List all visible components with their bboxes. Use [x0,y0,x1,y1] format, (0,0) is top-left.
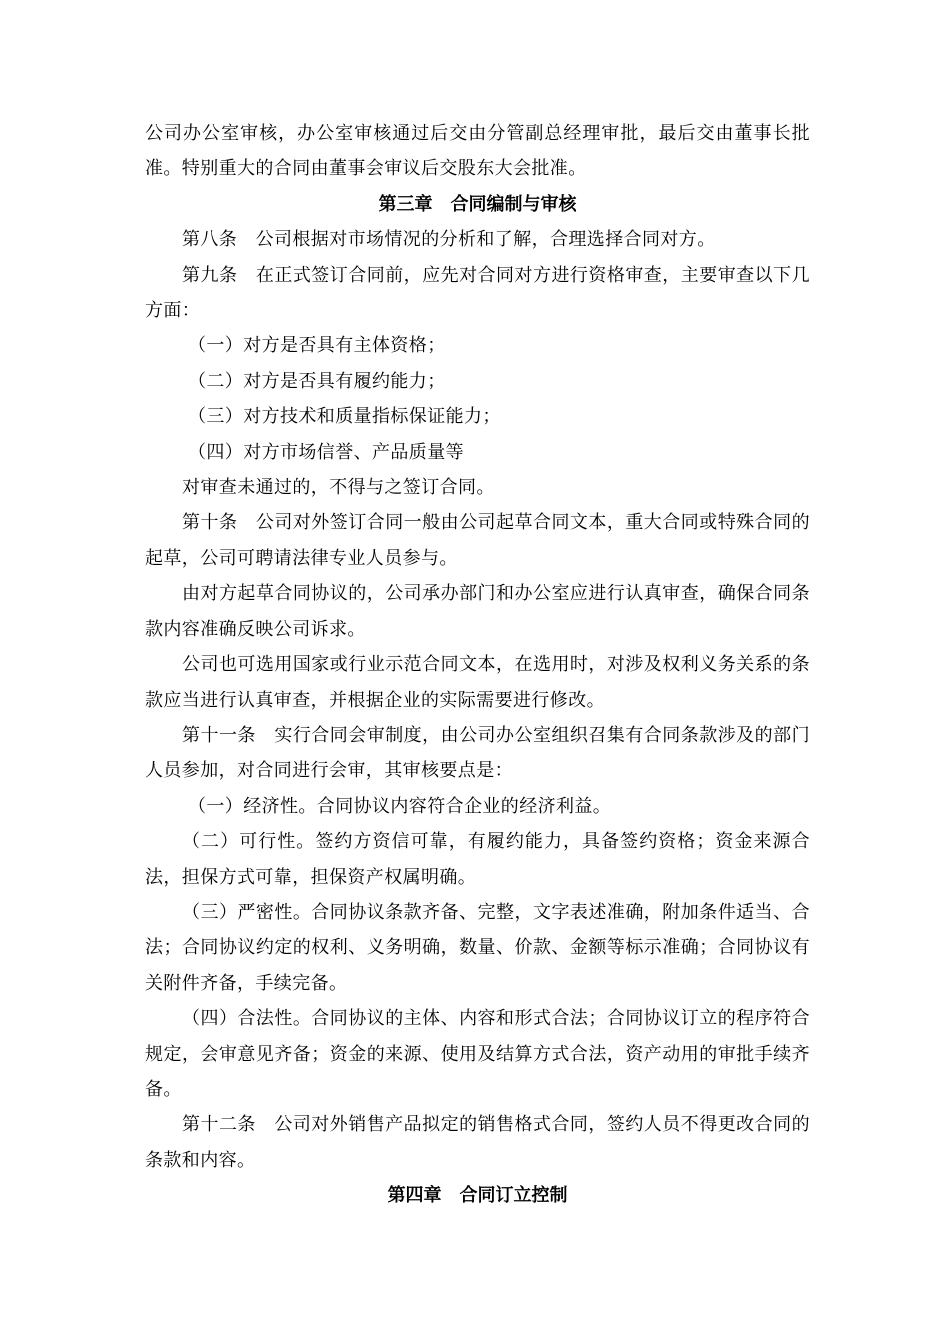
article-12: 第十二条 公司对外销售产品拟定的销售格式合同，签约人员不得更改合同的条款和内容。 [145,1114,810,1171]
article-9-item-2: （二）对方是否具有履约能力； [188,370,446,392]
article-9-item-3: （三）对方技术和质量指标保证能力； [188,406,501,428]
article-11-item-3: （三）严密性。合同协议条款齐备、完整，文字表述准确，附加条件适当、合法；合同协议约定的权利、义务明确，数量、价款、金额等标示准确；合同协议有关附件齐备，手续完备。 [145,901,810,994]
article-11-item-1: （一）经济性。合同协议内容符合企业的经济利益。 [188,795,612,817]
article-11-item-2: （二）可行性。签约方资信可靠，有履约能力，具备签约资格；资金来源合法，担保方式可靠，担保资产权属明确。 [145,831,810,888]
document-body [145,116,810,1214]
article-8: 第八条 公司根据对市场情况的分析和了解，合理选择合同对方。 [182,229,716,251]
article-11: 第十一条 实行合同会审制度，由公司办公室组织召集有合同条款涉及的部门人员参加，对合同进行会审，其审核要点是： [145,724,810,782]
chapter-heading-4: 第四章 合同订立控制 [387,1185,568,1207]
article-11-item-4: （四）合法性。合同协议的主体、内容和形式合法；合同协议订立的程序符合规定，会审意见齐备；资金的来源、使用及结算方式合法，资产动用的审批手续齐备。 [145,1008,810,1100]
article-9: 第九条 在正式签订合同前，应先对合同对方进行资格审查，主要审查以下几方面： [145,264,810,322]
article-9-item-1: （一）对方是否具有主体资格； [188,335,446,357]
chapter-heading-3: 第三章 合同编制与审核 [378,193,577,215]
article-10-para-3: 公司也可选用国家或行业示范合同文本，在选用时，对涉及权利义务关系的条款应当进行认真审查，并根据企业的实际需要进行修改。 [145,654,810,711]
article-9-note: 对审查未通过的，不得与之签订合同。 [182,477,495,499]
article-9-item-4: （四）对方市场信誉、产品质量等 [188,441,464,463]
article-10: 第十条 公司对外签订合同一般由公司起草合同文本，重大合同或特殊合同的起草，公司可聘请法律专业人员参与。 [145,512,810,569]
article-10-para-2: 由对方起草合同协议的，公司承办部门和办公室应进行认真审查，确保合同条款内容准确反映公司诉求。 [145,583,810,640]
paragraph-approval: 公司办公室审核，办公室审核通过后交由分管副总经理审批，最后交由董事长批准。特别重大的合同由董事会审议后交股东大会批准。 [145,123,810,180]
